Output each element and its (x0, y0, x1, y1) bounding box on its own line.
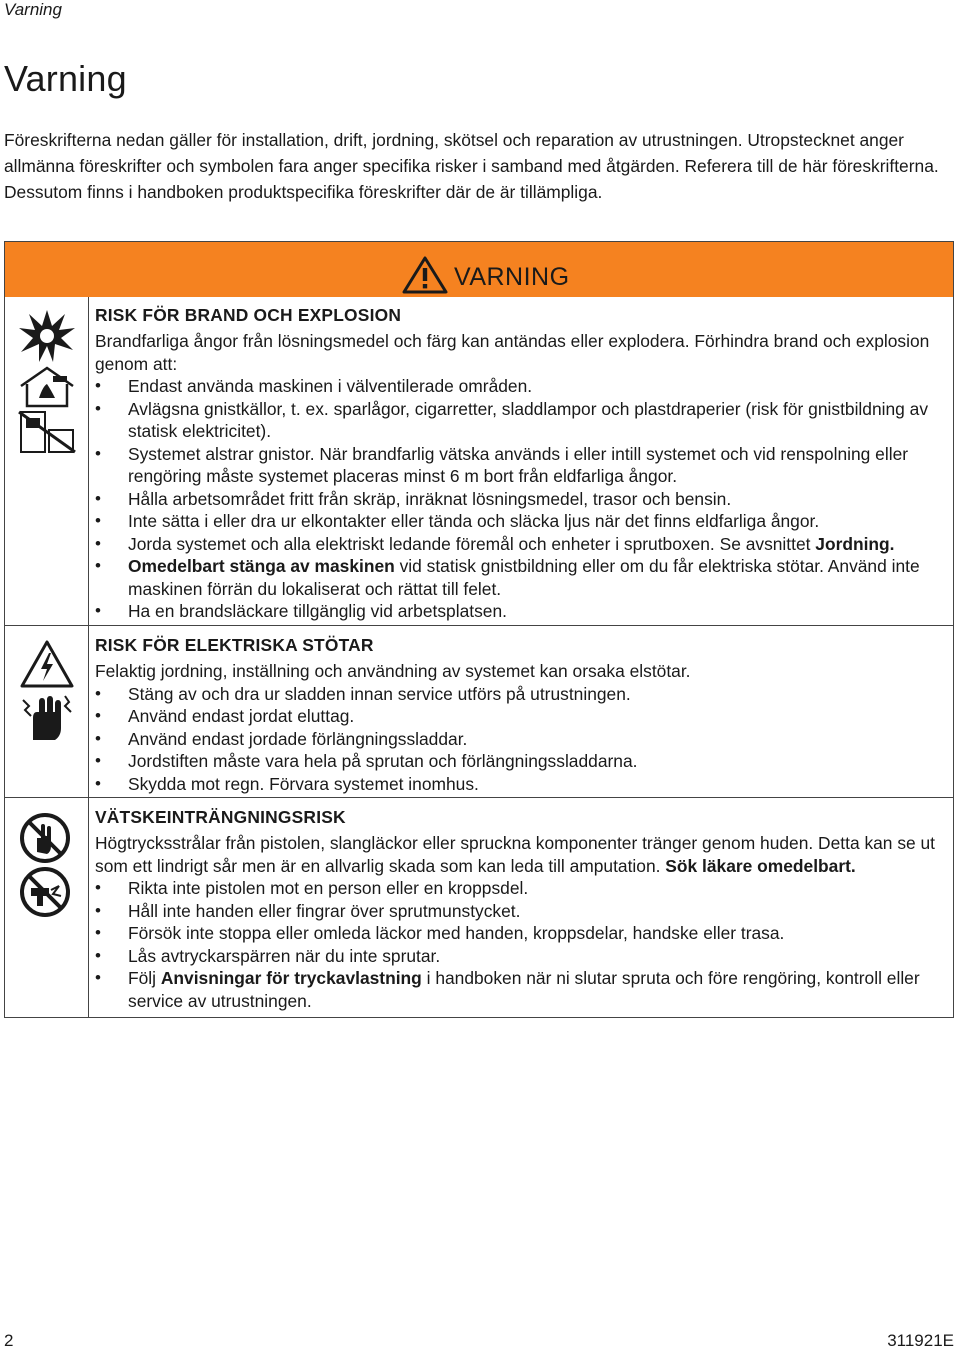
list-item-emphasis: Anvisningar för tryckavlastning (160, 968, 422, 988)
section-title: RISK FÖR ELEKTRISKA STÖTAR (95, 635, 374, 655)
electric-shock-icon (19, 639, 75, 689)
list-item: • Systemet alstrar gnistor. När brandfarlig vätska används i eller intill systemet och vid renspolning eller rengöring måste systemet placeras minst 6 m bort från eldfarliga ångor. (95, 443, 950, 488)
section-lead: Brandfarliga ångor från lösningsmedel och färg kan antändas eller explodera. Förhindra brand och explosion genom att: (95, 331, 930, 374)
explosion-icon (17, 308, 77, 364)
warning-header-label: VARNING (454, 263, 570, 291)
list-item: • Lås avtryckarspärren när du inte sprutar. (95, 945, 950, 968)
list-item: • Stäng av och dra ur sladden innan service utförs på utrustningen. (95, 683, 950, 706)
section-lead-text: Högtrycksstrålar från pistolen, slangläckor eller spruckna komponenter tränger genom huden. Detta kan se ut som ett lindrigt sår men är en allvarlig skada som kan leda till amputation. (95, 833, 936, 876)
list-item: • Använd endast jordat eluttag. (95, 705, 950, 728)
warning-header (5, 242, 953, 297)
row-divider (5, 625, 953, 626)
list-item: • Avlägsna gnistkällor, t. ex. sparlågor, cigarretter, sladdlampor och plastdraperier (risk för gnistbildning av statisk elektricitet). (95, 398, 950, 443)
no-spray-icon (19, 866, 71, 918)
list-item: • Håll inte handen eller fingrar över sprutmunstycket. (95, 900, 950, 923)
bullet-list (95, 375, 950, 623)
no-hand-icon (19, 812, 71, 864)
page-title: Varning (4, 58, 127, 99)
list-item: • Endast använda maskinen i välventilerade områden. (95, 375, 950, 398)
list-item: • Inte sätta i eller dra ur elkontakter eller tända och släcka ljus när det finns eldfarliga ångor. (95, 510, 950, 533)
document-number: 311921E (887, 1331, 954, 1350)
bullet-list (95, 877, 950, 1012)
section-lead (95, 832, 950, 877)
section-title: VÄTSKEINTRÄNGNINGSRISK (95, 807, 346, 827)
row-divider (5, 797, 953, 798)
list-item: • Ha en brandsläckare tillgänglig vid arbetsplatsen. (95, 600, 950, 623)
section-title: RISK FÖR BRAND OCH EXPLOSION (95, 305, 402, 325)
list-item-text: i handboken när ni slutar spruta och före rengöring, kontroll eller service av utrustningen. (128, 968, 920, 1011)
list-item (95, 533, 950, 556)
electric-shock-section (95, 635, 950, 795)
list-item: • Försök inte stoppa eller omleda läckor med handen, kroppsdelar, handske eller trasa. (95, 922, 950, 945)
section-lead-emphasis: Sök läkare omedelbart. (665, 855, 856, 876)
list-item: • Använd endast jordade förlängningssladdar. (95, 728, 950, 751)
bullet-list (95, 683, 950, 796)
list-item (95, 967, 950, 1012)
hand-shock-icon (19, 692, 75, 742)
list-item: • Jordstiften måste vara hela på sprutan och förlängningssladdarna. (95, 750, 950, 773)
running-head: Varning (4, 0, 62, 19)
fire-hazard-icon (17, 364, 77, 408)
injection-section (95, 807, 950, 1012)
section-lead: Felaktig jordning, inställning och användning av systemet kan orsaka elstötar. (95, 661, 691, 681)
list-item: • Rikta inte pistolen mot en person eller en kroppsdel. (95, 877, 950, 900)
no-ignition-icon (17, 410, 77, 454)
list-item: • Skydda mot regn. Förvara systemet inomhus. (95, 773, 950, 796)
fire-explosion-section (95, 305, 950, 623)
warning-table (4, 241, 954, 1018)
list-item-text: Jorda systemet och alla elektriskt ledande föremål och enheter i sprutboxen. Se avsnittet (128, 533, 816, 554)
list-item-text: Följ (128, 968, 161, 988)
page-number: 2 (4, 1331, 14, 1350)
list-item: • Hålla arbetsområdet fritt från skräp, inräknat lösningsmedel, trasor och bensin. (95, 488, 950, 511)
list-item-emphasis: Jordning. (815, 533, 895, 554)
list-item (95, 555, 950, 600)
warning-triangle-icon (402, 256, 448, 294)
intro-paragraph: Föreskrifterna nedan gäller för installation, drift, jordning, skötsel och reparation av utrustningen. Utropstecknet anger allmänna föreskrifter och symbolen fara anger specifika risker i samband med åtgärden. Referera till de här föreskrifterna. Dessutom finns i handboken produktspecifika föreskrifter där de är tillämpliga. (4, 130, 939, 202)
list-item-text: vid statisk gnistbildning eller om du får elektriska stötar. Använd inte maskinen förrän du lokaliserat och rättat till felet. (128, 556, 920, 599)
list-item-emphasis: Omedelbart stänga av maskinen (128, 556, 395, 576)
